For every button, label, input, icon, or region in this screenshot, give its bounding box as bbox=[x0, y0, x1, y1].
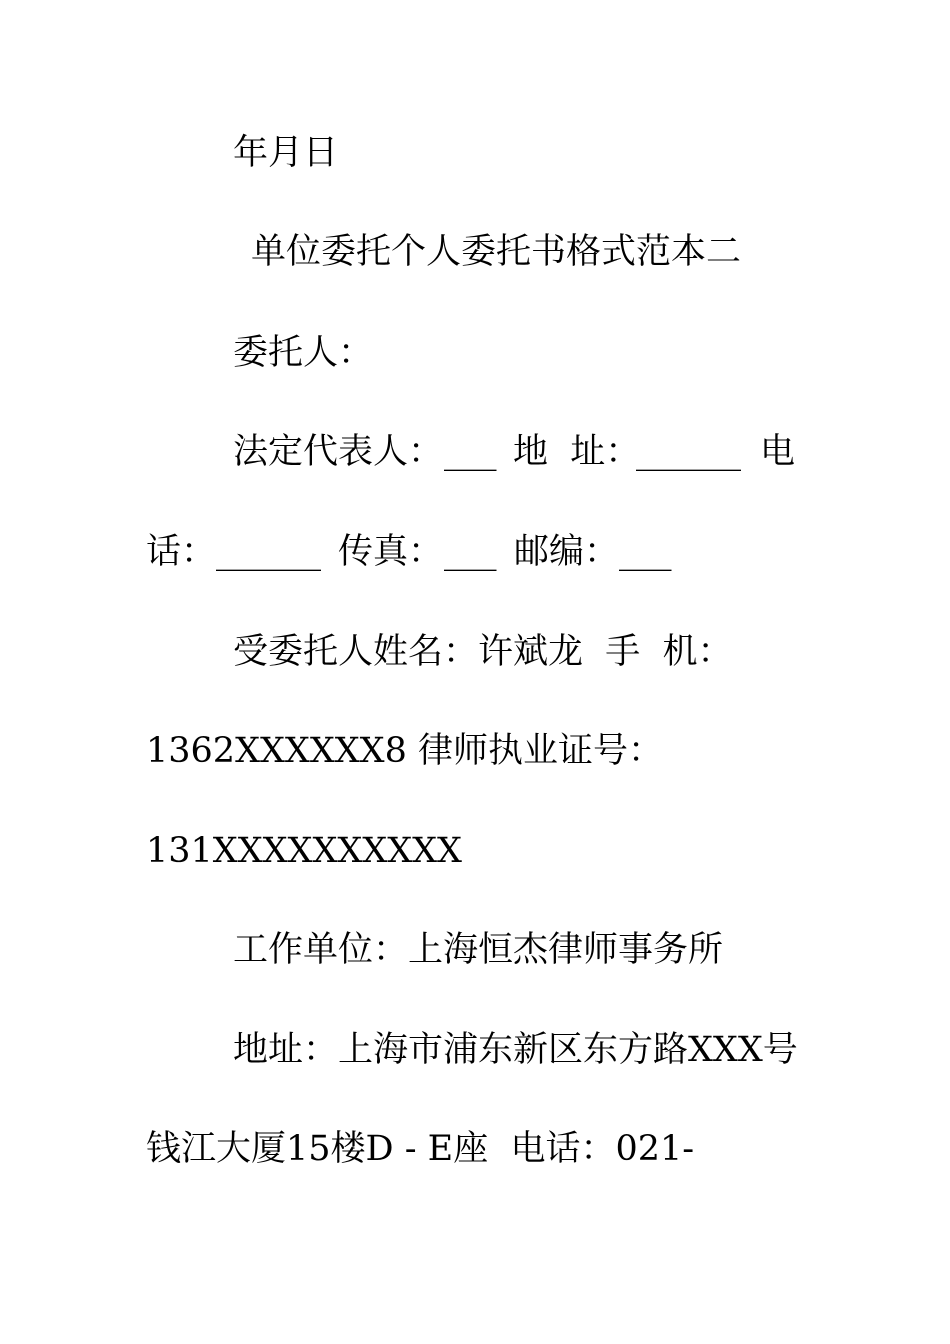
legal-rep-label: 法定代表人： bbox=[233, 432, 444, 472]
agent-name-text: 受委托人姓名：许斌龙 手 机： bbox=[233, 632, 733, 672]
postcode-label: 邮编： bbox=[514, 532, 620, 572]
address-blank: ______ bbox=[636, 432, 741, 472]
workplace-text: 工作单位：上海恒杰律师事务所 bbox=[233, 930, 724, 970]
document-title: 单位委托个人委托书格式范本二 bbox=[251, 232, 742, 272]
fax-blank: ___ bbox=[444, 532, 497, 572]
phone-label-start: 电 bbox=[760, 432, 796, 472]
legal-rep-blank: ___ bbox=[444, 432, 497, 472]
fax-label: 传真： bbox=[338, 532, 444, 572]
license-number-text: 131XXXXXXXXXX bbox=[146, 831, 462, 871]
principal-label: 委托人： bbox=[233, 333, 374, 373]
address-label: 地 址： bbox=[513, 432, 641, 472]
address-text: 地址：上海市浦东新区东方路XXX号 bbox=[233, 1030, 798, 1070]
address-cont-text: 钱江大厦15楼D - E座 电话：021- bbox=[146, 1129, 695, 1169]
postcode-blank: ___ bbox=[619, 532, 672, 572]
phone-blank: ______ bbox=[216, 532, 321, 572]
date-text: 年月日 bbox=[233, 133, 339, 173]
agent-mobile-text: 1362XXXXXX8 律师执业证号： bbox=[146, 731, 663, 771]
phone-label-end: 话： bbox=[146, 532, 217, 572]
